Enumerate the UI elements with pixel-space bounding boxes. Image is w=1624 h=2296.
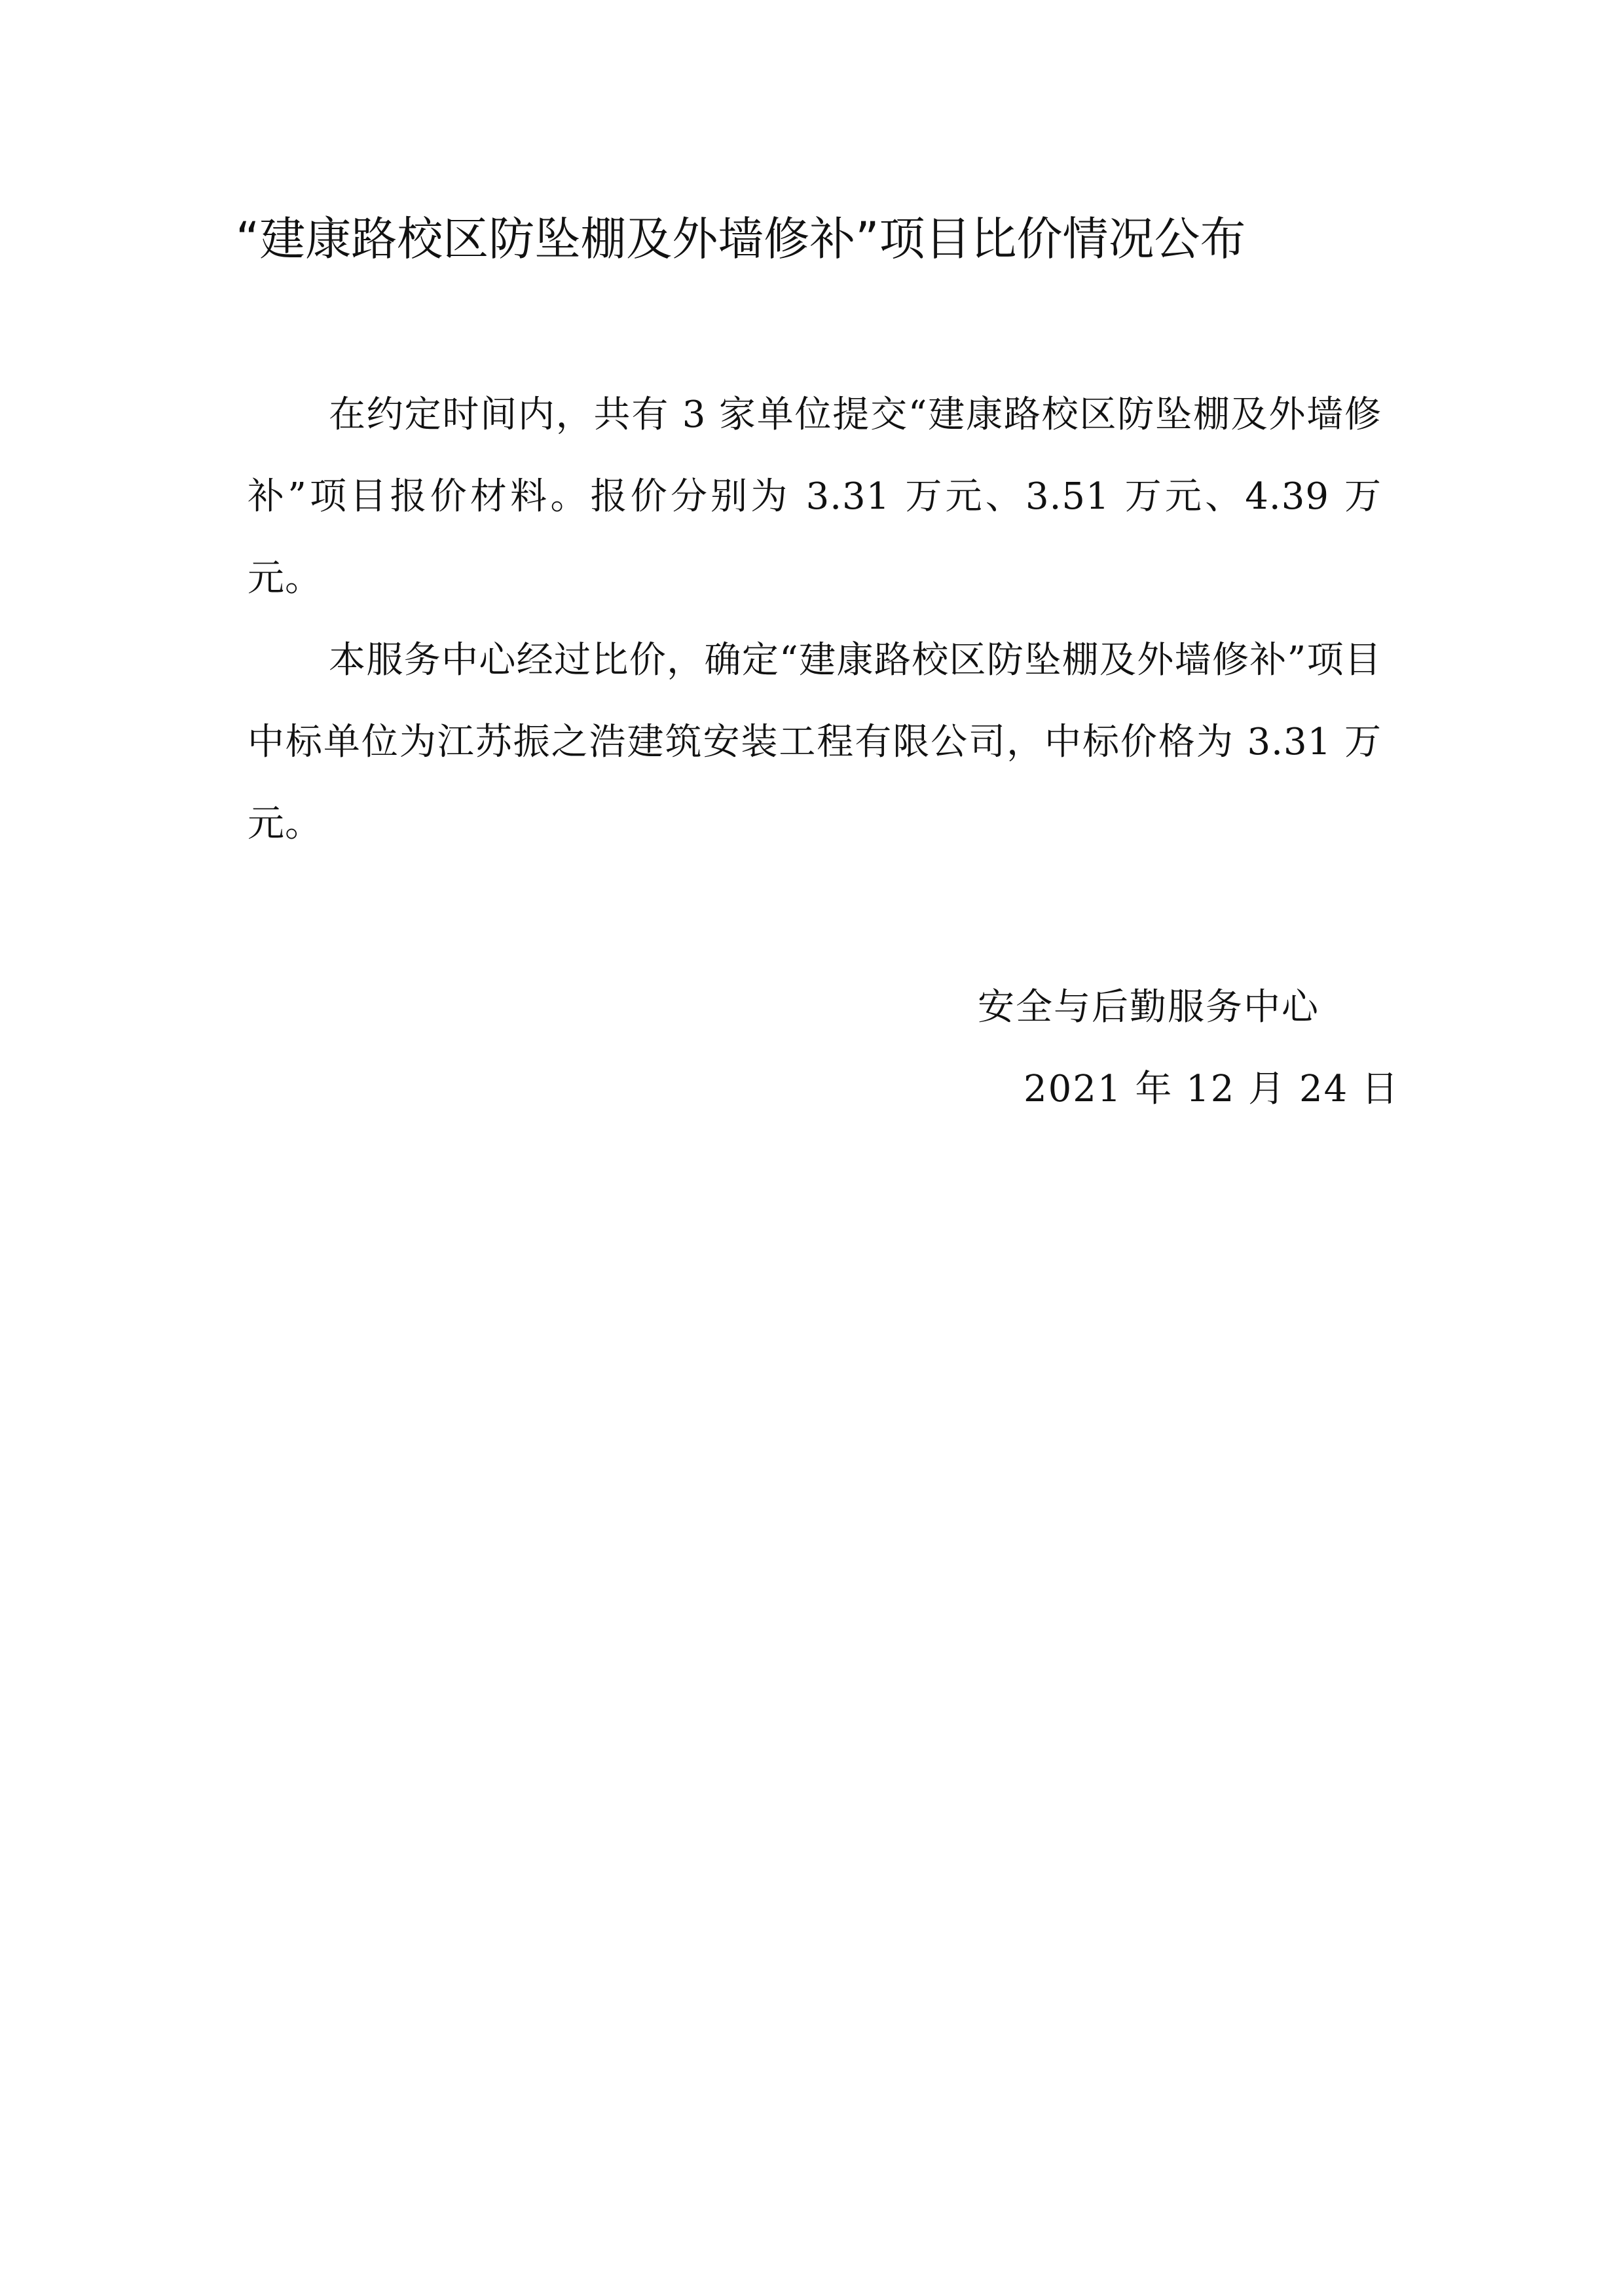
signature-organization: 安全与后勤服务中心	[978, 986, 1320, 1029]
paragraph-award: 本服务中心经过比价，确定“建康路校区防坠棚及外墙修补”项目中标单位为江苏振之浩建筑安装工程有限公司，中标价格为 3.31 万元。	[248, 639, 1382, 845]
document-title: “建康路校区防坠棚及外墙修补”项目比价情况公布	[236, 212, 1246, 266]
paragraph-quotes: 在约定时间内，共有 3 家单位提交“建康路校区防坠棚及外墙修补”项目报价材料。报价分别为 3.31 万元、3.51 万元、4.39 万元。	[248, 393, 1382, 600]
signature-date: 2021 年 12 月 24 日	[1024, 1068, 1400, 1110]
